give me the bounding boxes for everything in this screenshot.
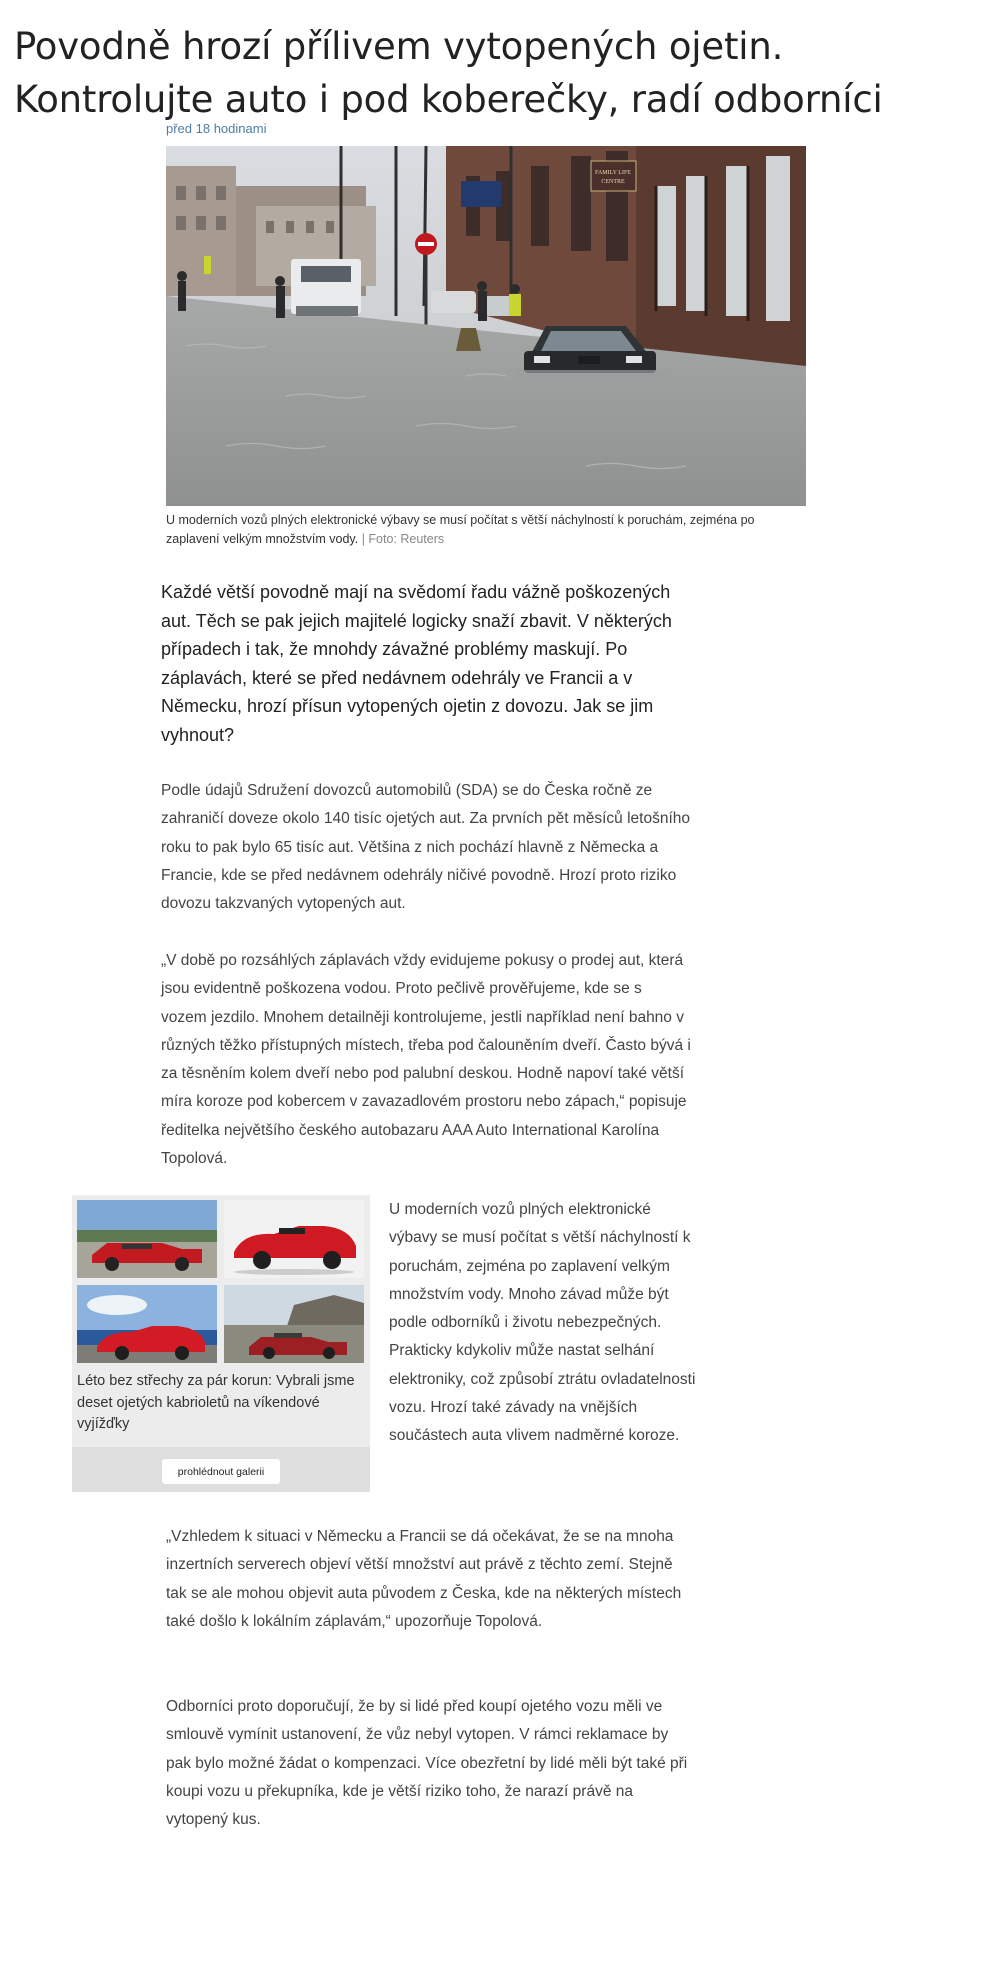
gallery-teaser[interactable] <box>72 1195 370 1492</box>
view-gallery-button[interactable]: prohlédnout galerii <box>162 1459 280 1484</box>
article-paragraph-3: U moderních vozů plných elektronické výbavy se musí počítat s větší náchylností k poruchám, zejména po zaplavení velkým množstvím vody. Mnoho závad může být podle odborníků i životu nebezpečných. Prakticky kdykoliv může nastat selhání elektroniky, což způsobí ztrátu ovladatelnosti vozu. Hrozí také závady na vnějších součástech auta vlivem nadměrné koroze. <box>389 1201 696 1445</box>
convertible-photo-4 <box>224 1285 364 1363</box>
gallery-thumbnail-1[interactable] <box>77 1200 217 1278</box>
shop-sign-text-1: FAMILY LIFE <box>595 170 631 176</box>
gallery-footer <box>72 1447 370 1492</box>
article-paragraph-4: „Vzhledem k situaci v Německu a Francii se dá očekávat, že se na mnoha inzertních serverech objeví větší množství aut právě z těchto zemí. Stejně tak se ale mohou objevit auta původem z Česka, kde na některých místech také došlo k lokálním záplavám,“ upozorňuje Topolová. <box>166 1528 682 1630</box>
article-paragraph-5: Odborníci proto doporučují, že by si lidé před koupí ojetého vozu měli ve smlouvě vymínit ustanovení, že vůz nebyl vytopen. V rámci reklamace by pak bylo možné žádat o kompenzaci. Více obezřetní by lidé měli být také při koupi vozu u překupníka, kde je větší riziko toho, že narazí právě na vytopený kus. <box>166 1698 688 1829</box>
photo-credit: | Foto: Reuters <box>361 532 445 546</box>
flood-scene-image <box>166 146 806 506</box>
gallery-thumbnail-2[interactable] <box>224 1200 364 1278</box>
convertible-photo-3 <box>77 1285 217 1363</box>
gallery-title[interactable]: Léto bez střechy za pár korun: Vybrali jsme deset ojetých kabrioletů na víkendové vyjížďky <box>77 1373 355 1432</box>
photo-caption <box>166 511 806 549</box>
convertible-photo-2 <box>224 1200 364 1278</box>
flooded-street-photo[interactable] <box>166 146 806 506</box>
gallery-thumbnail-3[interactable] <box>77 1285 217 1363</box>
article-paragraph-2: „V době po rozsáhlých záplavách vždy evidujeme pokusy o prodej aut, která jsou evidentně poškozena vodou. Proto pečlivě prověřujeme, kde se s vozem jezdilo. Mnohem detailněji kontrolujeme, jestli například není bahno v různých těžko přístupných místech, třeba pod čalouněním dveří. Často bývá i za těsněním kolem dveří nebo pod palubní deskou. Hodně napoví také větší míra koroze pod kobercem v zavazadlovém prostoru nebo zápach,“ popisuje ředitelka největšího českého autobazaru AAA Auto International Karolína Topolová. <box>161 952 691 1168</box>
photo-caption-text: U moderních vozů plných elektronické výbavy se musí počítat s větší náchylností k poruchám, zejména po zaplavení velkým množstvím vody. <box>166 513 755 546</box>
convertible-photo-1 <box>77 1200 217 1278</box>
article-lead: Každé větší povodně mají na svědomí řadu vážně poškozených aut. Těch se pak jejich majitelé logicky snaží zbavit. V některých případech i tak, že mnohdy závažné problémy maskují. Po záplavách, které se před nedávnem odehrály ve Francii a v Německu, hrozí přísun vytopených ojetin z dovozu. Jak se jim vyhnout? <box>161 582 672 745</box>
gallery-thumbnail-4[interactable] <box>224 1285 364 1363</box>
shop-sign-text-2: CENTRE <box>601 179 625 185</box>
article-paragraph-1: Podle údajů Sdružení dovozců automobilů (SDA) se do Česka ročně ze zahraničí doveze okolo 140 tisíc ojetých aut. Za prvních pět měsíců letošního roku to pak bylo 65 tisíc aut. Většina z nich pochází hlavně z Německa a Francie, kde se před nedávnem odehrály ničivé povodně. Hrozí proto riziko dovozu takzvaných vytopených aut. <box>161 782 691 913</box>
article-headline: Povodně hrozí přílivem vytopených ojetin. Kontrolujte auto i pod koberečky, radí odborníci <box>14 25 883 121</box>
publish-time: před 18 hodinami <box>166 121 267 136</box>
